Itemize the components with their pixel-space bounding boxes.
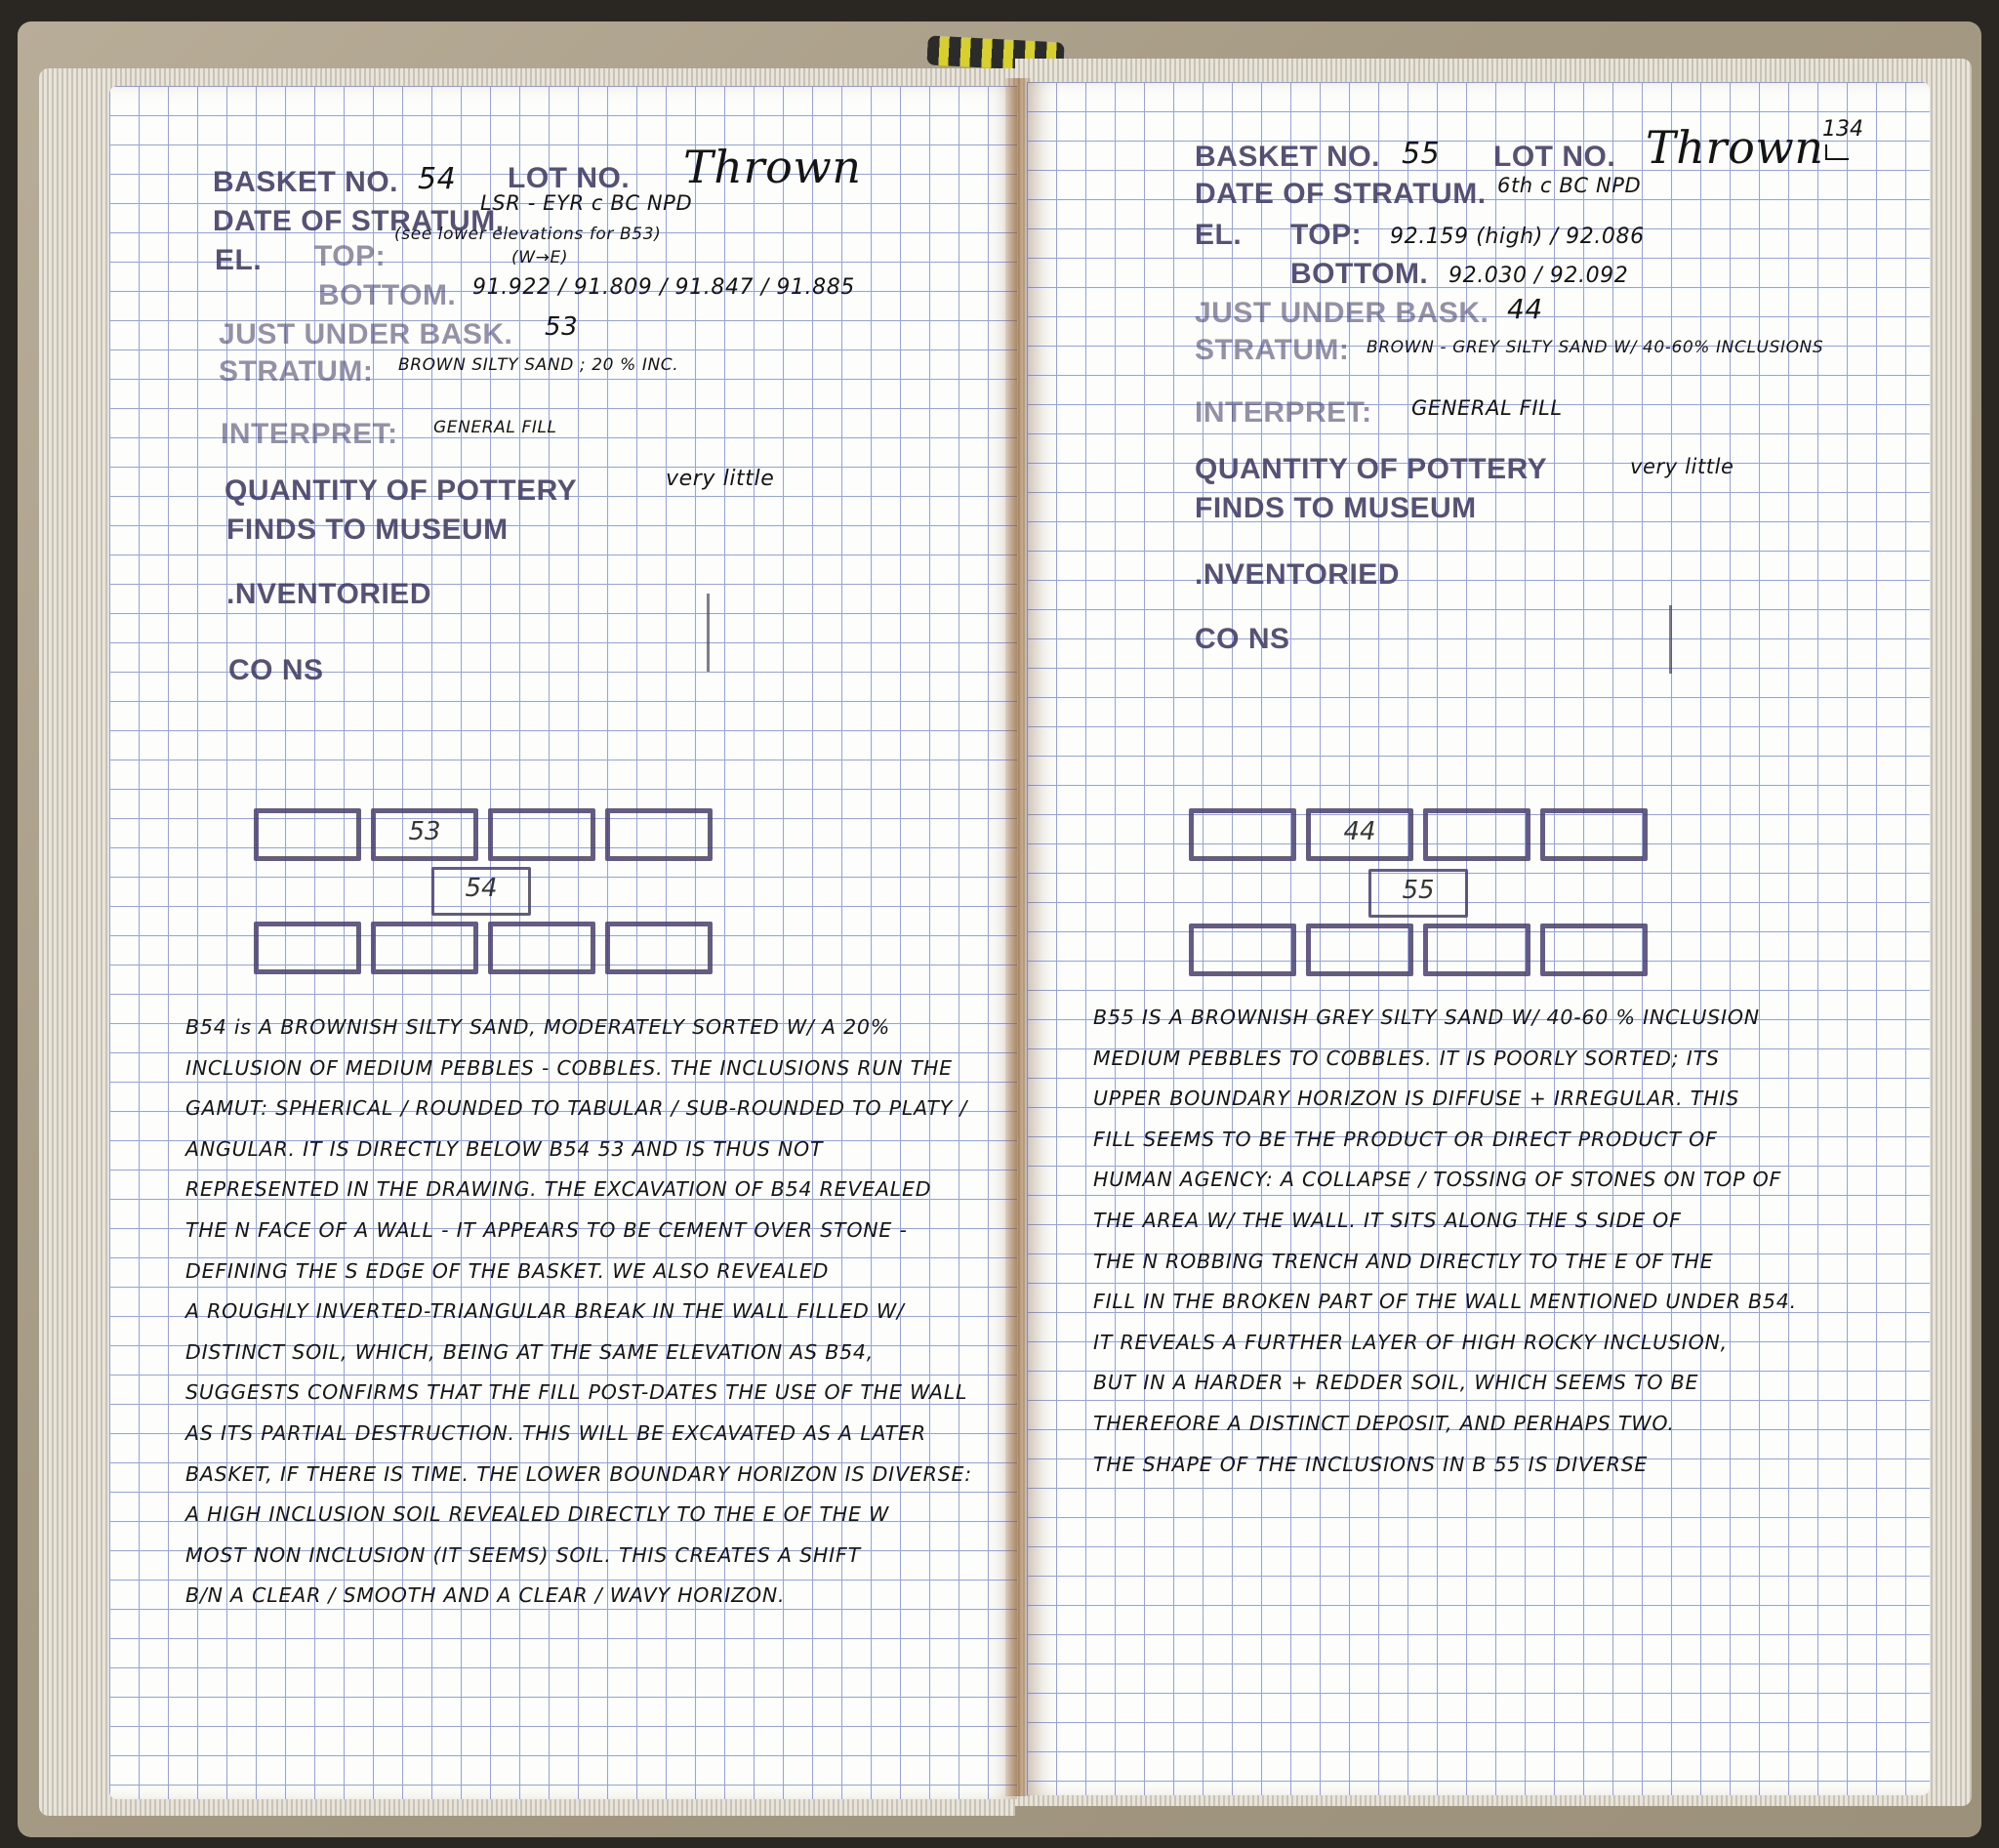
stratum-stamp: STRATUM: (219, 355, 374, 388)
note-line: A ROUGHLY INVERTED-TRIANGULAR BREAK IN THE WALL FILLED W/ (185, 1299, 905, 1324)
note-line: ANGULAR. IT IS DIRECTLY BELOW B54 53 AND IS THUS NOT (185, 1136, 824, 1161)
interpret-stamp: INTERPRET: (1195, 396, 1372, 429)
note-line: THE N FACE OF A WALL - IT APPEARS TO BE CEMENT OVER STONE - (185, 1217, 908, 1242)
diagram-box (488, 808, 595, 861)
note-line: THE AREA W/ THE WALL. IT SITS ALONG THE S SIDE OF (1093, 1208, 1682, 1232)
lot-no-stamp: LOT NO. (1493, 141, 1616, 173)
note-line: DISTINCT SOIL, WHICH, BEING AT THE SAME ELEVATION AS B54, (185, 1339, 875, 1364)
diagram-box (1540, 808, 1648, 861)
quantity-of-pottery-stamp: QUANTITY OF POTTERY (1195, 453, 1548, 485)
left-page (109, 86, 1017, 1799)
diagram-box (488, 922, 595, 974)
finds-to-museum-stamp: FINDS TO MUSEUM (226, 513, 509, 546)
margin-tick (1669, 605, 1672, 674)
top-stamp: TOP: (314, 240, 387, 272)
note-line: SUGGESTS CONFIRMS THAT THE FILL POST-DATES THE USE OF THE WALL (185, 1380, 968, 1405)
diagram-box (605, 922, 713, 974)
diagram-box (605, 808, 713, 861)
date-of-stratum-value: 6th c BC NPD (1497, 174, 1642, 197)
note-line: MEDIUM PEBBLES TO COBBLES. IT IS POORLY SORTED; ITS (1093, 1046, 1720, 1070)
inventoried-stamp: .NVENTORIED (1195, 558, 1400, 591)
note-line: GAMUT: SPHERICAL / ROUNDED TO TABULAR / SUB-ROUNDED TO PLATY / (185, 1096, 968, 1121)
quantity-of-pottery-value: very little (1630, 455, 1734, 478)
lot-no-stamp: LOT NO. (508, 162, 631, 194)
lot-no-value: Thrown (1646, 121, 1824, 174)
note-line: UPPER BOUNDARY HORIZON IS DIFFUSE + IRREGULAR. THIS (1093, 1087, 1740, 1111)
finds-to-museum-stamp: FINDS TO MUSEUM (1195, 492, 1477, 524)
note-line: B55 IS A BROWNISH GREY SILTY SAND W/ 40-60 % INCLUSION (1093, 1006, 1760, 1029)
note-line: THEREFORE A DISTINCT DEPOSIT, AND PERHAPS TWO. (1093, 1411, 1675, 1435)
top-stamp: TOP: (1290, 219, 1363, 251)
page-number: 134 (1822, 117, 1863, 142)
el-stamp: EL. (1195, 219, 1243, 251)
bottom-stamp: BOTTOM. (318, 279, 457, 311)
diagram-box-above: 53 (371, 808, 478, 861)
note-line: AS ITS PARTIAL DESTRUCTION. THIS WILL BE EXCAVATED AS A LATER (185, 1420, 926, 1445)
basket-no-stamp: BASKET NO. (213, 166, 399, 198)
note-line: FILL SEEMS TO BE THE PRODUCT OR DIRECT PRODUCT OF (1093, 1127, 1718, 1151)
note-line: INCLUSION OF MEDIUM PEBBLES - COBBLES. THE INCLUSIONS RUN THE (185, 1055, 953, 1080)
lot-no-value: Thrown (683, 141, 862, 193)
bottom-value: 91.922 / 91.809 / 91.847 / 91.885 (472, 275, 855, 300)
diagram-box (254, 922, 361, 974)
excavation-notes-right (1093, 998, 1797, 1485)
date-of-stratum-stamp: DATE OF STRATUM. (1195, 178, 1487, 210)
quantity-of-pottery-value: very little (666, 467, 775, 491)
note-line: BASKET, IF THERE IS TIME. THE LOWER BOUNDARY HORIZON IS DIVERSE: (185, 1461, 972, 1486)
inventoried-stamp: .NVENTORIED (226, 578, 431, 610)
note-line: REPRESENTED IN THE DRAWING. THE EXCAVATION OF B54 REVEALED (185, 1177, 932, 1202)
coins-stamp: CO NS (1195, 623, 1290, 655)
stratum-value: BROWN SILTY SAND ; 20 % INC. (398, 355, 679, 375)
page-number-mark (1825, 144, 1849, 160)
note-line: IT REVEALS A FURTHER LAYER OF HIGH ROCKY INCLUSION, (1093, 1330, 1729, 1354)
note-line: THE N ROBBING TRENCH AND DIRECTLY TO THE E OF THE (1093, 1249, 1714, 1273)
note-line: MOST NON INCLUSION (IT SEEMS) SOIL. THIS CREATES A SHIFT (185, 1542, 861, 1567)
bottom-value: 92.030 / 92.092 (1448, 264, 1629, 288)
diagram-box-current: 54 (431, 867, 531, 916)
diagram-box (1189, 924, 1296, 976)
diagram-box (1423, 808, 1530, 861)
excavation-notes-left (185, 1007, 972, 1617)
note-line: B54 is A BROWNISH SILTY SAND, MODERATELY SORTED W/ A 20% (185, 1015, 891, 1039)
interpret-stamp: INTERPRET: (221, 418, 398, 450)
top-value: 92.159 (high) / 92.086 (1390, 225, 1645, 249)
coins-stamp: CO NS (228, 654, 324, 686)
note-line: B/N A CLEAR / SMOOTH AND A CLEAR / WAVY HORIZON. (185, 1583, 786, 1608)
note-line: A HIGH INCLUSION SOIL REVEALED DIRECTLY TO THE E OF THE W (185, 1502, 890, 1527)
stratum-stamp: STRATUM: (1195, 334, 1350, 366)
diagram-box (1540, 924, 1648, 976)
note-line: HUMAN AGENCY: A COLLAPSE / TOSSING OF STONES ON TOP OF (1093, 1168, 1782, 1192)
just-under-bask-stamp: JUST UNDER BASK. (219, 318, 513, 350)
diagram-box (1306, 924, 1413, 976)
right-page (1027, 82, 1930, 1795)
basket-no-value: 54 (418, 162, 457, 196)
diagram-box-above: 44 (1306, 808, 1413, 861)
basket-no-value: 55 (1402, 137, 1441, 171)
just-under-bask-stamp: JUST UNDER BASK. (1195, 297, 1489, 329)
diagram-box (1423, 924, 1530, 976)
note-line: DEFINING THE S EDGE OF THE BASKET. WE ALSO REVEALED (185, 1258, 830, 1283)
top-value: (see lower elevations for B53) (394, 225, 662, 244)
diagram-box (254, 808, 361, 861)
note-line: THE SHAPE OF THE INCLUSIONS IN B 55 IS DIVERSE (1093, 1452, 1649, 1476)
top-direction-note: (W→E) (511, 248, 569, 267)
el-stamp: EL. (215, 244, 263, 276)
just-under-bask-value: 53 (545, 312, 579, 342)
diagram-box (1189, 808, 1296, 861)
date-of-stratum-stamp: DATE OF STRATUM. (213, 205, 505, 237)
margin-tick (707, 594, 710, 672)
quantity-of-pottery-stamp: QUANTITY OF POTTERY (224, 474, 578, 507)
just-under-bask-value: 44 (1507, 293, 1543, 325)
interpret-value: GENERAL FILL (1411, 396, 1563, 420)
stratum-value: BROWN - GREY SILTY SAND W/ 40-60% INCLUSIONS (1367, 338, 1824, 357)
diagram-box (371, 922, 478, 974)
note-line: FILL IN THE BROKEN PART OF THE WALL MENTIONED UNDER B54. (1093, 1290, 1797, 1314)
bottom-stamp: BOTTOM. (1290, 258, 1429, 290)
date-of-stratum-value: LSR - EYR c BC NPD (480, 191, 693, 215)
note-line: BUT IN A HARDER + REDDER SOIL, WHICH SEEMS TO BE (1093, 1371, 1699, 1395)
basket-no-stamp: BASKET NO. (1195, 141, 1381, 173)
interpret-value: GENERAL FILL (433, 418, 557, 437)
diagram-box-current: 55 (1368, 869, 1468, 918)
